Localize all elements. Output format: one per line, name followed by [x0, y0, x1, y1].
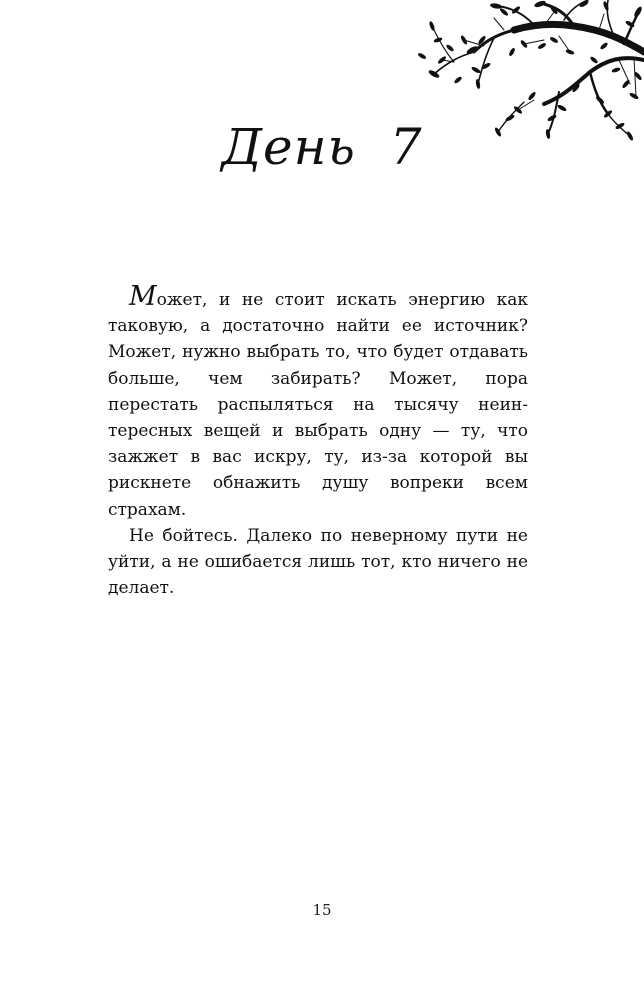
- page-number: 15: [312, 901, 332, 919]
- chapter-heading: [0, 118, 644, 176]
- paragraph-2: Не бойтесь. Далеко по неверному пути не уйти, а не ошибается лишь тот, кто ничего не делает.: [108, 525, 528, 599]
- chapter-number: 7: [389, 118, 423, 176]
- paragraph-1-text: ожет, и не стоит искать энергию как таковую, а достаточно найти ее источник? Может, нужно выбрать то, что будет отдавать больше, чем забирать? Может, пора перестать распыляться на тысячу неинтересных вещей и выбрать одну — ту, что зажжет в вас искру, ту, из-за которой вы рискнете обнажить душу вопреки всем страхам.: [108, 290, 528, 520]
- body-text: [108, 281, 528, 601]
- paragraph-1: [108, 281, 528, 523]
- initial-letter: М: [129, 281, 157, 312]
- chapter-word: День: [221, 118, 356, 176]
